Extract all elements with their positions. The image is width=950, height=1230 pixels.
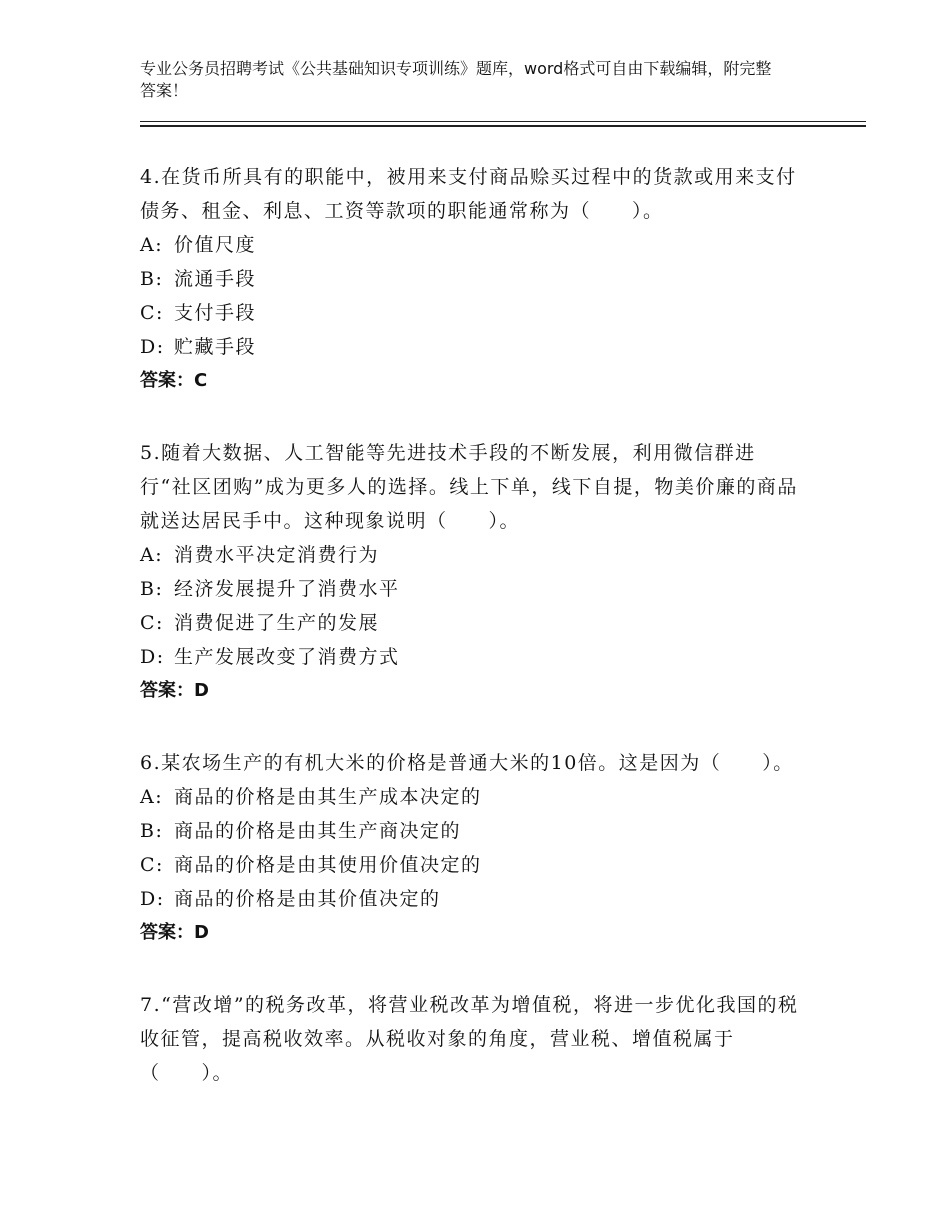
answer: 答案：D <box>140 680 209 701</box>
option-text: 贮藏手段 <box>174 336 257 358</box>
header-divider <box>140 121 866 122</box>
option-a <box>140 780 800 814</box>
question-5 <box>140 436 800 708</box>
option-letter: C: <box>140 854 164 876</box>
option-c <box>140 296 800 330</box>
document-header: 专业公务员招聘考试《公共基础知识专项训练》题库，word格式可自由下载编辑，附完整答案！ <box>140 59 772 100</box>
option-letter: C: <box>140 612 164 634</box>
option-text: 消费水平决定消费行为 <box>174 544 380 566</box>
question-6 <box>140 746 800 950</box>
question-stem: 7.“营改增”的税务改革，将营业税改革为增值税，将进一步优化我国的税收征管，提高税收效率。从税收对象的角度，营业税、增值税属于（ ）。 <box>140 994 799 1084</box>
option-b <box>140 814 800 848</box>
question-stem: 5.随着大数据、人工智能等先进技术手段的不断发展，利用微信群进行“社区团购”成为更多人的选择。线上下单，线下自提，物美价廉的商品就送达居民手中。这种现象说明（ ）。 <box>140 442 798 532</box>
option-d <box>140 330 800 364</box>
option-d <box>140 640 800 674</box>
option-text: 生产发展改变了消费方式 <box>174 646 400 668</box>
option-text: 商品的价格是由其价值决定的 <box>174 888 441 910</box>
option-text: 商品的价格是由其生产成本决定的 <box>174 786 482 808</box>
question-7 <box>140 988 800 1090</box>
option-a <box>140 228 800 262</box>
option-text: 商品的价格是由其使用价值决定的 <box>174 854 482 876</box>
option-text: 流通手段 <box>174 268 257 290</box>
option-a <box>140 538 800 572</box>
header-divider-thick <box>140 125 866 127</box>
question-stem: 4.在货币所具有的职能中，被用来支付商品赊买过程中的货款或用来支付债务、租金、利息、工资等款项的职能通常称为（ ）。 <box>140 166 797 222</box>
option-text: 经济发展提升了消费水平 <box>174 578 400 600</box>
option-letter: A: <box>140 786 164 808</box>
question-list <box>140 160 800 1128</box>
option-letter: B: <box>140 820 164 842</box>
option-letter: A: <box>140 544 164 566</box>
option-letter: D: <box>140 888 165 910</box>
option-letter: D: <box>140 336 165 358</box>
option-text: 商品的价格是由其生产商决定的 <box>174 820 462 842</box>
option-letter: D: <box>140 646 165 668</box>
option-letter: A: <box>140 234 164 256</box>
option-b <box>140 262 800 296</box>
option-text: 价值尺度 <box>174 234 257 256</box>
option-b <box>140 572 800 606</box>
answer: 答案：C <box>140 370 208 391</box>
option-text: 消费促进了生产的发展 <box>174 612 380 634</box>
option-text: 支付手段 <box>174 302 257 324</box>
option-letter: C: <box>140 302 164 324</box>
option-d <box>140 882 800 916</box>
option-letter: B: <box>140 268 164 290</box>
option-c <box>140 606 800 640</box>
option-letter: B: <box>140 578 164 600</box>
answer: 答案：D <box>140 922 209 943</box>
question-stem: 6.某农场生产的有机大米的价格是普通大米的10倍。这是因为（ ）。 <box>140 752 794 774</box>
question-4 <box>140 160 800 398</box>
option-c <box>140 848 800 882</box>
